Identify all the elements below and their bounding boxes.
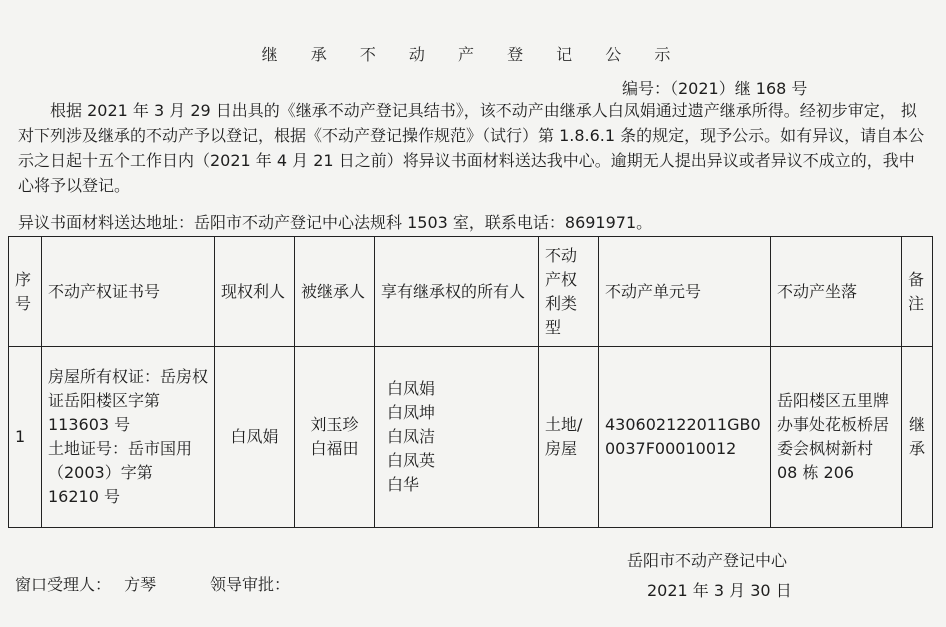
header-unit-no: 不动产单元号 [599, 237, 771, 347]
window-acceptor-label: 窗口受理人： [15, 575, 112, 594]
cell-current-owner: 白凤娟 [215, 347, 295, 528]
registration-table [8, 236, 933, 528]
window-acceptor-name: 方琴 [124, 575, 157, 594]
intro-paragraph: 根据 2021 年 3 月 29 日出具的《继承不动产登记具结书》，该不动产由继承人白凤娟通过遗产继承所得。经初步审定， 拟对下列涉及继承的不动产予以登记，根据《不动产登记操作规范》（试行）第 1.8.6.1 条的规定，现予公示。如有异议，请自本公示之日起十五个工作日内（2021 年 4 月 21 日之前）将异议书面材料送达我中心。逾期无人提出异议或者异议不成立的，我中心将予以登记。 [18, 101, 925, 195]
cell-heirs: 白凤娟 白凤坤 白凤洁 白凤英 白华 [375, 347, 539, 528]
cell-seq: 1 [9, 347, 42, 528]
document-number: 编号：（2021）继 168 号 [622, 79, 808, 98]
notice-date: 2021 年 3 月 30 日 [647, 581, 792, 600]
header-heirs: 享有继承权的所有人 [375, 237, 539, 347]
cell-unit-no: 430602122011GB00037F00010012 [599, 347, 771, 528]
leader-approval-label: 领导审批： [210, 575, 291, 594]
issuing-organization: 岳阳市不动产登记中心 [627, 551, 788, 570]
header-right-type: 不动产权利类型 [539, 237, 599, 347]
cell-location: 岳阳楼区五里牌办事处花板桥居委会枫树新村 08 栋 206 [771, 347, 902, 528]
header-note: 备注 [902, 237, 933, 347]
header-location: 不动产坐落 [771, 237, 902, 347]
table-row [9, 347, 933, 528]
cell-cert: 房屋所有权证：岳房权证岳阳楼区字第 113603 号 土地证号：岳市国用（2003）字第 16210 号 [42, 347, 215, 528]
cell-right-type: 土地/房屋 [539, 347, 599, 528]
objection-address: 异议书面材料送达地址：岳阳市不动产登记中心法规科 1503 室，联系电话：8691971。 [18, 213, 653, 232]
cell-note: 继承 [902, 347, 933, 528]
header-current-owner: 现权利人 [215, 237, 295, 347]
header-cert: 不动产权证书号 [42, 237, 215, 347]
header-seq: 序号 [9, 237, 42, 347]
notice-title: 继 承 不 动 产 登 记 公 示 [261, 45, 685, 64]
table-header-row [9, 237, 933, 347]
header-decedent: 被继承人 [295, 237, 375, 347]
window-acceptor [15, 572, 156, 595]
cell-decedent: 刘玉珍 白福田 [295, 347, 375, 528]
